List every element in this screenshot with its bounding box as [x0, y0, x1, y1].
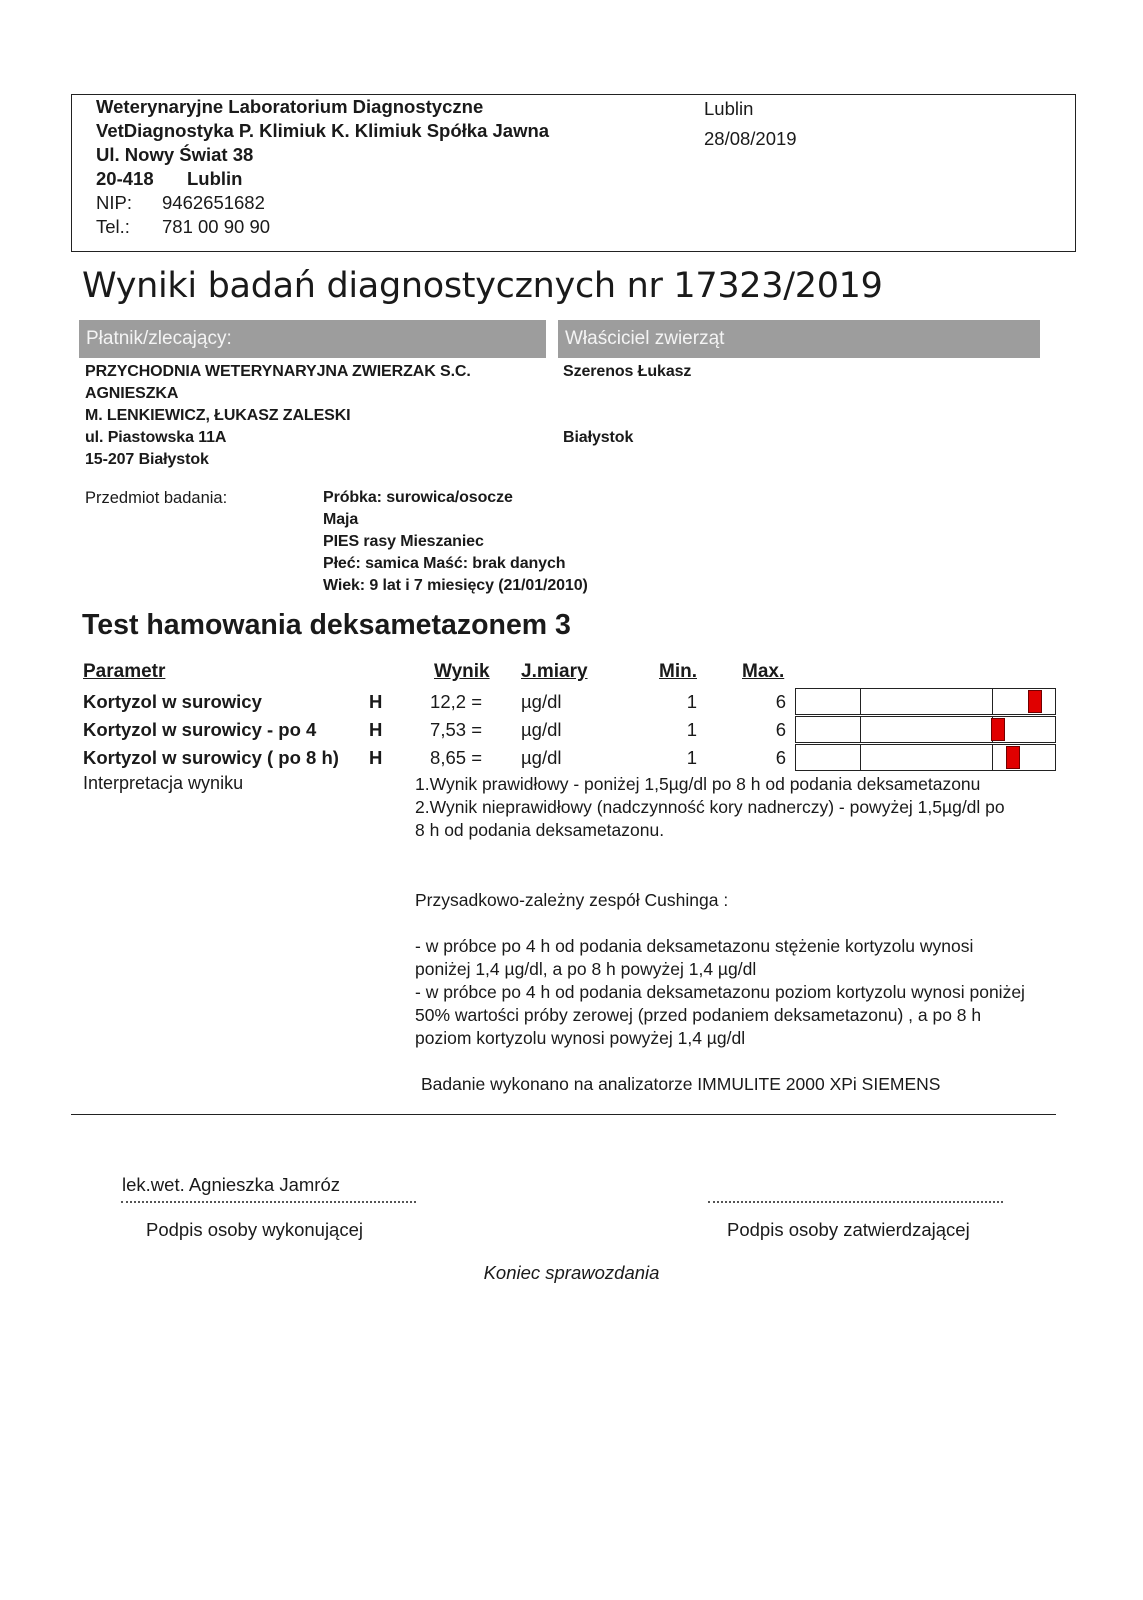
payer-line: AGNIESZKA	[85, 385, 179, 402]
min-value: 1	[686, 691, 697, 712]
result-value: 12,2 =	[430, 691, 482, 712]
max-value: 6	[775, 691, 786, 712]
cushing-line: poniżej 1,4 µg/dl, a po 8 h powyżej 1,4 µg/dl	[415, 959, 757, 979]
payer-header: Płatnik/zlecający:	[79, 320, 546, 358]
subject-line: Płeć: samica Maść: brak danych	[323, 555, 566, 572]
param-name: Kortyzol w surowicy - po 4	[83, 719, 317, 740]
gauge-divider	[860, 717, 861, 742]
lab-name: Weterynaryjne Laboratorium Diagnostyczne	[96, 96, 484, 117]
subject-label: Przedmiot badania:	[85, 489, 228, 507]
subject-line: Próbka: surowica/osocze	[323, 489, 513, 506]
table-row	[0, 688, 1143, 715]
gauge-divider	[992, 745, 993, 770]
report-place: Lublin	[704, 98, 754, 119]
interpretation-label: Interpretacja wyniku	[83, 773, 244, 793]
cushing-line: - w próbce po 4 h od podania deksametazonu stężenie kortyzolu wynosi	[415, 936, 974, 956]
col-header-min: Min.	[659, 661, 697, 682]
col-header-param: Parametr	[83, 661, 166, 682]
result-unit: µg/dl	[521, 719, 562, 740]
subject-line: Maja	[323, 511, 359, 528]
range-gauge	[795, 744, 1056, 771]
param-name: Kortyzol w surowicy	[83, 691, 262, 712]
end-of-report: Koniec sprawozdania	[483, 1262, 660, 1283]
performer-name: lek.wet. Agnieszka Jamróz	[122, 1174, 340, 1195]
owner-name: Szerenos Łukasz	[563, 363, 692, 380]
table-row	[0, 716, 1143, 743]
range-gauge	[795, 716, 1056, 743]
lab-tel-row	[96, 215, 270, 239]
lab-city: Lublin	[187, 168, 243, 189]
interpretation-line: 1.Wynik prawidłowy - poniżej 1,5µg/dl po 8 h od podania deksametazonu	[415, 774, 981, 794]
interpretation-line: 2.Wynik nieprawidłowy (nadczynność kory nadnerczy) - powyżej 1,5µg/dl po	[415, 797, 1005, 817]
lab-postal: 20-418	[96, 168, 154, 189]
interpretation-line: 8 h od podania deksametazonu.	[415, 820, 665, 840]
subject-line: PIES rasy Mieszaniec	[323, 533, 484, 550]
max-value: 6	[775, 719, 786, 740]
min-value: 1	[686, 719, 697, 740]
cushing-line: - w próbce po 4 h od podania deksametazonu poziom kortyzolu wynosi poniżej	[415, 982, 1025, 1002]
report-date: 28/08/2019	[704, 128, 797, 149]
col-header-max: Max.	[742, 661, 785, 682]
approver-label: Podpis osoby zatwierdzającej	[727, 1219, 970, 1240]
table-row	[0, 744, 1143, 771]
cushing-line: poziom kortyzolu wynosi powyżej 1,4 µg/dl	[415, 1028, 746, 1048]
max-value: 6	[775, 747, 786, 768]
payer-line: ul. Piastowska 11A	[85, 429, 227, 446]
performer-label: Podpis osoby wykonującej	[146, 1219, 363, 1240]
cushing-line: 50% wartości próby zerowej (przed podaniem deksametazonu) , a po 8 h	[415, 1005, 982, 1025]
owner-city: Białystok	[563, 429, 634, 446]
lab-tel: 781 00 90 90	[162, 216, 271, 237]
analyzer-note: Badanie wykonano na analizatorze IMMULITE 2000 XPi SIEMENS	[421, 1074, 941, 1094]
lab-postal-city	[96, 167, 242, 191]
result-unit: µg/dl	[521, 747, 562, 768]
test-title: Test hamowania deksametazonem 3	[82, 609, 571, 641]
performer-signature-line	[121, 1201, 416, 1203]
col-header-unit: J.miary	[521, 661, 588, 682]
flag-high: H	[369, 747, 383, 768]
payer-line: 15-207 Białystok	[85, 451, 209, 468]
lab-street: Ul. Nowy Świat 38	[96, 144, 254, 165]
param-name: Kortyzol w surowicy ( po 8 h)	[83, 747, 339, 768]
lab-company: VetDiagnostyka P. Klimiuk K. Klimiuk Spółka Jawna	[96, 120, 550, 141]
owner-header: Właściciel zwierząt	[558, 320, 1040, 358]
lab-nip-row	[96, 191, 265, 215]
section-divider	[71, 1114, 1056, 1115]
range-gauge	[795, 688, 1056, 715]
gauge-marker	[1006, 746, 1020, 769]
lab-tel-label: Tel.:	[96, 216, 130, 237]
result-value: 7,53 =	[430, 719, 482, 740]
lab-nip: 9462651682	[162, 192, 265, 213]
lab-header-box	[71, 94, 1076, 252]
gauge-divider	[992, 689, 993, 714]
result-unit: µg/dl	[521, 691, 562, 712]
page-title: Wyniki badań diagnostycznych nr 17323/2019	[82, 266, 883, 306]
gauge-divider	[860, 745, 861, 770]
min-value: 1	[686, 747, 697, 768]
cushing-title: Przysadkowo-zależny zespół Cushinga :	[415, 890, 729, 910]
lab-nip-label: NIP:	[96, 192, 132, 213]
approver-signature-line	[708, 1201, 1003, 1203]
gauge-divider	[860, 689, 861, 714]
payer-line: PRZYCHODNIA WETERYNARYJNA ZWIERZAK S.C.	[85, 363, 471, 380]
subject-line: Wiek: 9 lat i 7 miesięcy (21/01/2010)	[323, 577, 588, 594]
gauge-marker	[991, 718, 1005, 741]
flag-high: H	[369, 691, 383, 712]
result-value: 8,65 =	[430, 747, 482, 768]
payer-line: M. LENKIEWICZ, ŁUKASZ ZALESKI	[85, 407, 351, 424]
col-header-result: Wynik	[434, 661, 490, 682]
gauge-marker	[1028, 690, 1042, 713]
flag-high: H	[369, 719, 383, 740]
